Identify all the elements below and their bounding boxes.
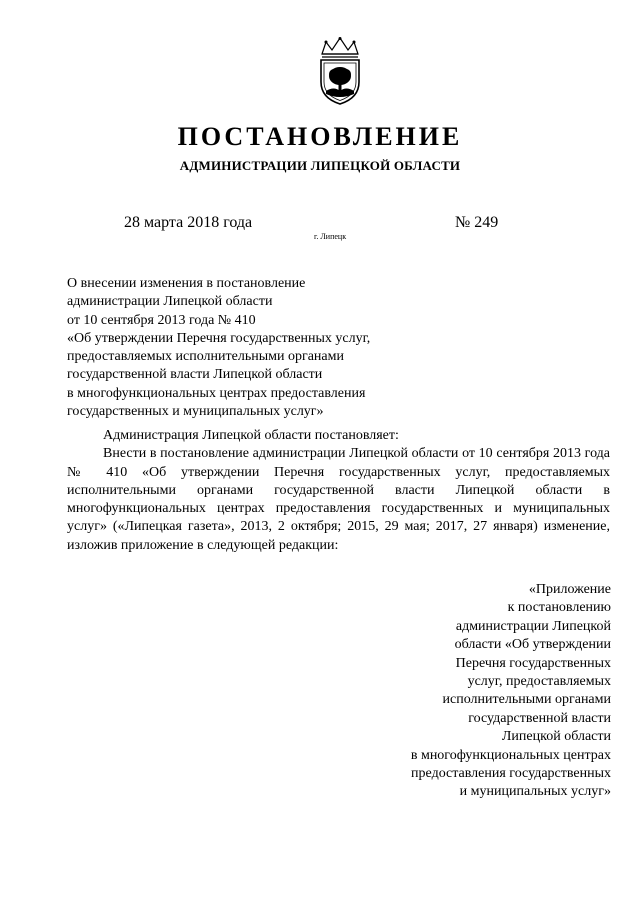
heading-line: О внесении изменения в постановление — [67, 276, 306, 291]
body-lead: Администрация Липецкой области постановляет: — [103, 428, 399, 443]
appendix-line: и муниципальных услуг» — [459, 784, 611, 800]
heading-line: государственных и муниципальных услуг» — [67, 404, 324, 420]
appendix-line: администрации Липецкой — [455, 618, 611, 634]
heading-line: государственной власти Липецкой области — [67, 367, 323, 383]
heading-line: предоставляемых исполнительными органами — [67, 349, 344, 365]
appendix-line: услуг, предоставляемых — [467, 674, 611, 690]
appendix-line: Липецкой области — [501, 729, 611, 745]
heading-line: «Об утверждении Перечня государственных услуг, — [67, 330, 371, 346]
document-city: г. Липецк — [314, 232, 347, 241]
document-number: № 249 — [455, 214, 499, 231]
lipetsk-coat-of-arms-icon — [312, 36, 368, 106]
appendix-line: области «Об утверждении — [454, 637, 611, 653]
appendix-reference — [411, 581, 611, 802]
appendix-line: государственной власти — [468, 710, 611, 726]
document-date: 28 марта 2018 года — [124, 214, 253, 231]
resolution-body — [67, 427, 610, 555]
appendix-line: предоставления государственных — [411, 766, 611, 782]
document-subtitle: АДМИНИСТРАЦИИ ЛИПЕЦКОЙ ОБЛАСТИ — [179, 158, 461, 173]
body-paragraph: Внести в постановление администрации Липецкой области от 10 сентября 2013 года № 410 «Об утверждении Перечня государственных услуг, предоставляемых исполнительными органами государственной власти Липецкой области в многофункциональных центрах предоставления государственных и муниципальных услуг» («Липецкая газета», 2013, 2 октября; 2015, 29 мая; 2017, 27 января) изменение, изложив приложение в следующей редакции: — [67, 446, 610, 553]
appendix-line: исполнительными органами — [442, 692, 611, 708]
appendix-line: в многофункциональных центрах — [410, 747, 611, 763]
heading-line: в многофункциональных центрах предоставления — [67, 385, 366, 401]
appendix-line: «Приложение — [528, 582, 611, 597]
resolution-heading — [67, 275, 370, 421]
heading-line: администрации Липецкой области — [67, 294, 273, 310]
appendix-line: Перечня государственных — [455, 655, 611, 671]
heading-line: от 10 сентября 2013 года № 410 — [67, 312, 256, 328]
appendix-line: к постановлению — [507, 600, 611, 616]
document-title: ПОСТАНОВЛЕНИЕ — [177, 122, 463, 151]
